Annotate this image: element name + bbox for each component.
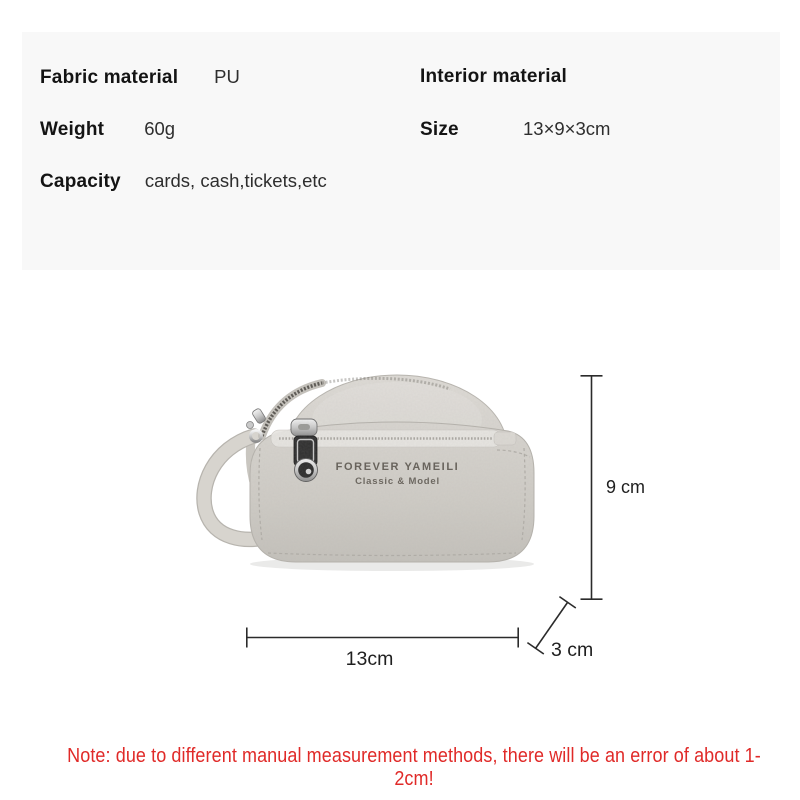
width-dimension-label: 13cm — [345, 648, 394, 670]
spec-label: Interior material — [420, 66, 568, 87]
height-dimension-label: 9 cm — [606, 477, 646, 497]
width-dimension-line — [246, 628, 519, 648]
brand-tagline: Classic & Model — [355, 476, 440, 487]
brand-name: FOREVER YAMEILI — [335, 461, 460, 473]
spec-label: Capacity — [40, 171, 121, 192]
measurement-note-text: Note: due to different manual measurement methods, there will be an error of about 1-2cm! — [67, 745, 761, 790]
spec-value: 13×9×3cm — [523, 118, 611, 139]
spec-label: Fabric material — [40, 67, 179, 88]
spec-value: PU — [214, 66, 240, 87]
measurement-note — [28, 745, 800, 791]
spec-value: 60g — [144, 118, 176, 139]
height-dimension-line — [581, 375, 603, 600]
spec-label: Weight — [40, 119, 105, 140]
spec-value: cards, cash,tickets,etc — [144, 170, 327, 191]
depth-dimension-label: 3 cm — [551, 639, 594, 661]
spec-label: Size — [420, 119, 459, 140]
